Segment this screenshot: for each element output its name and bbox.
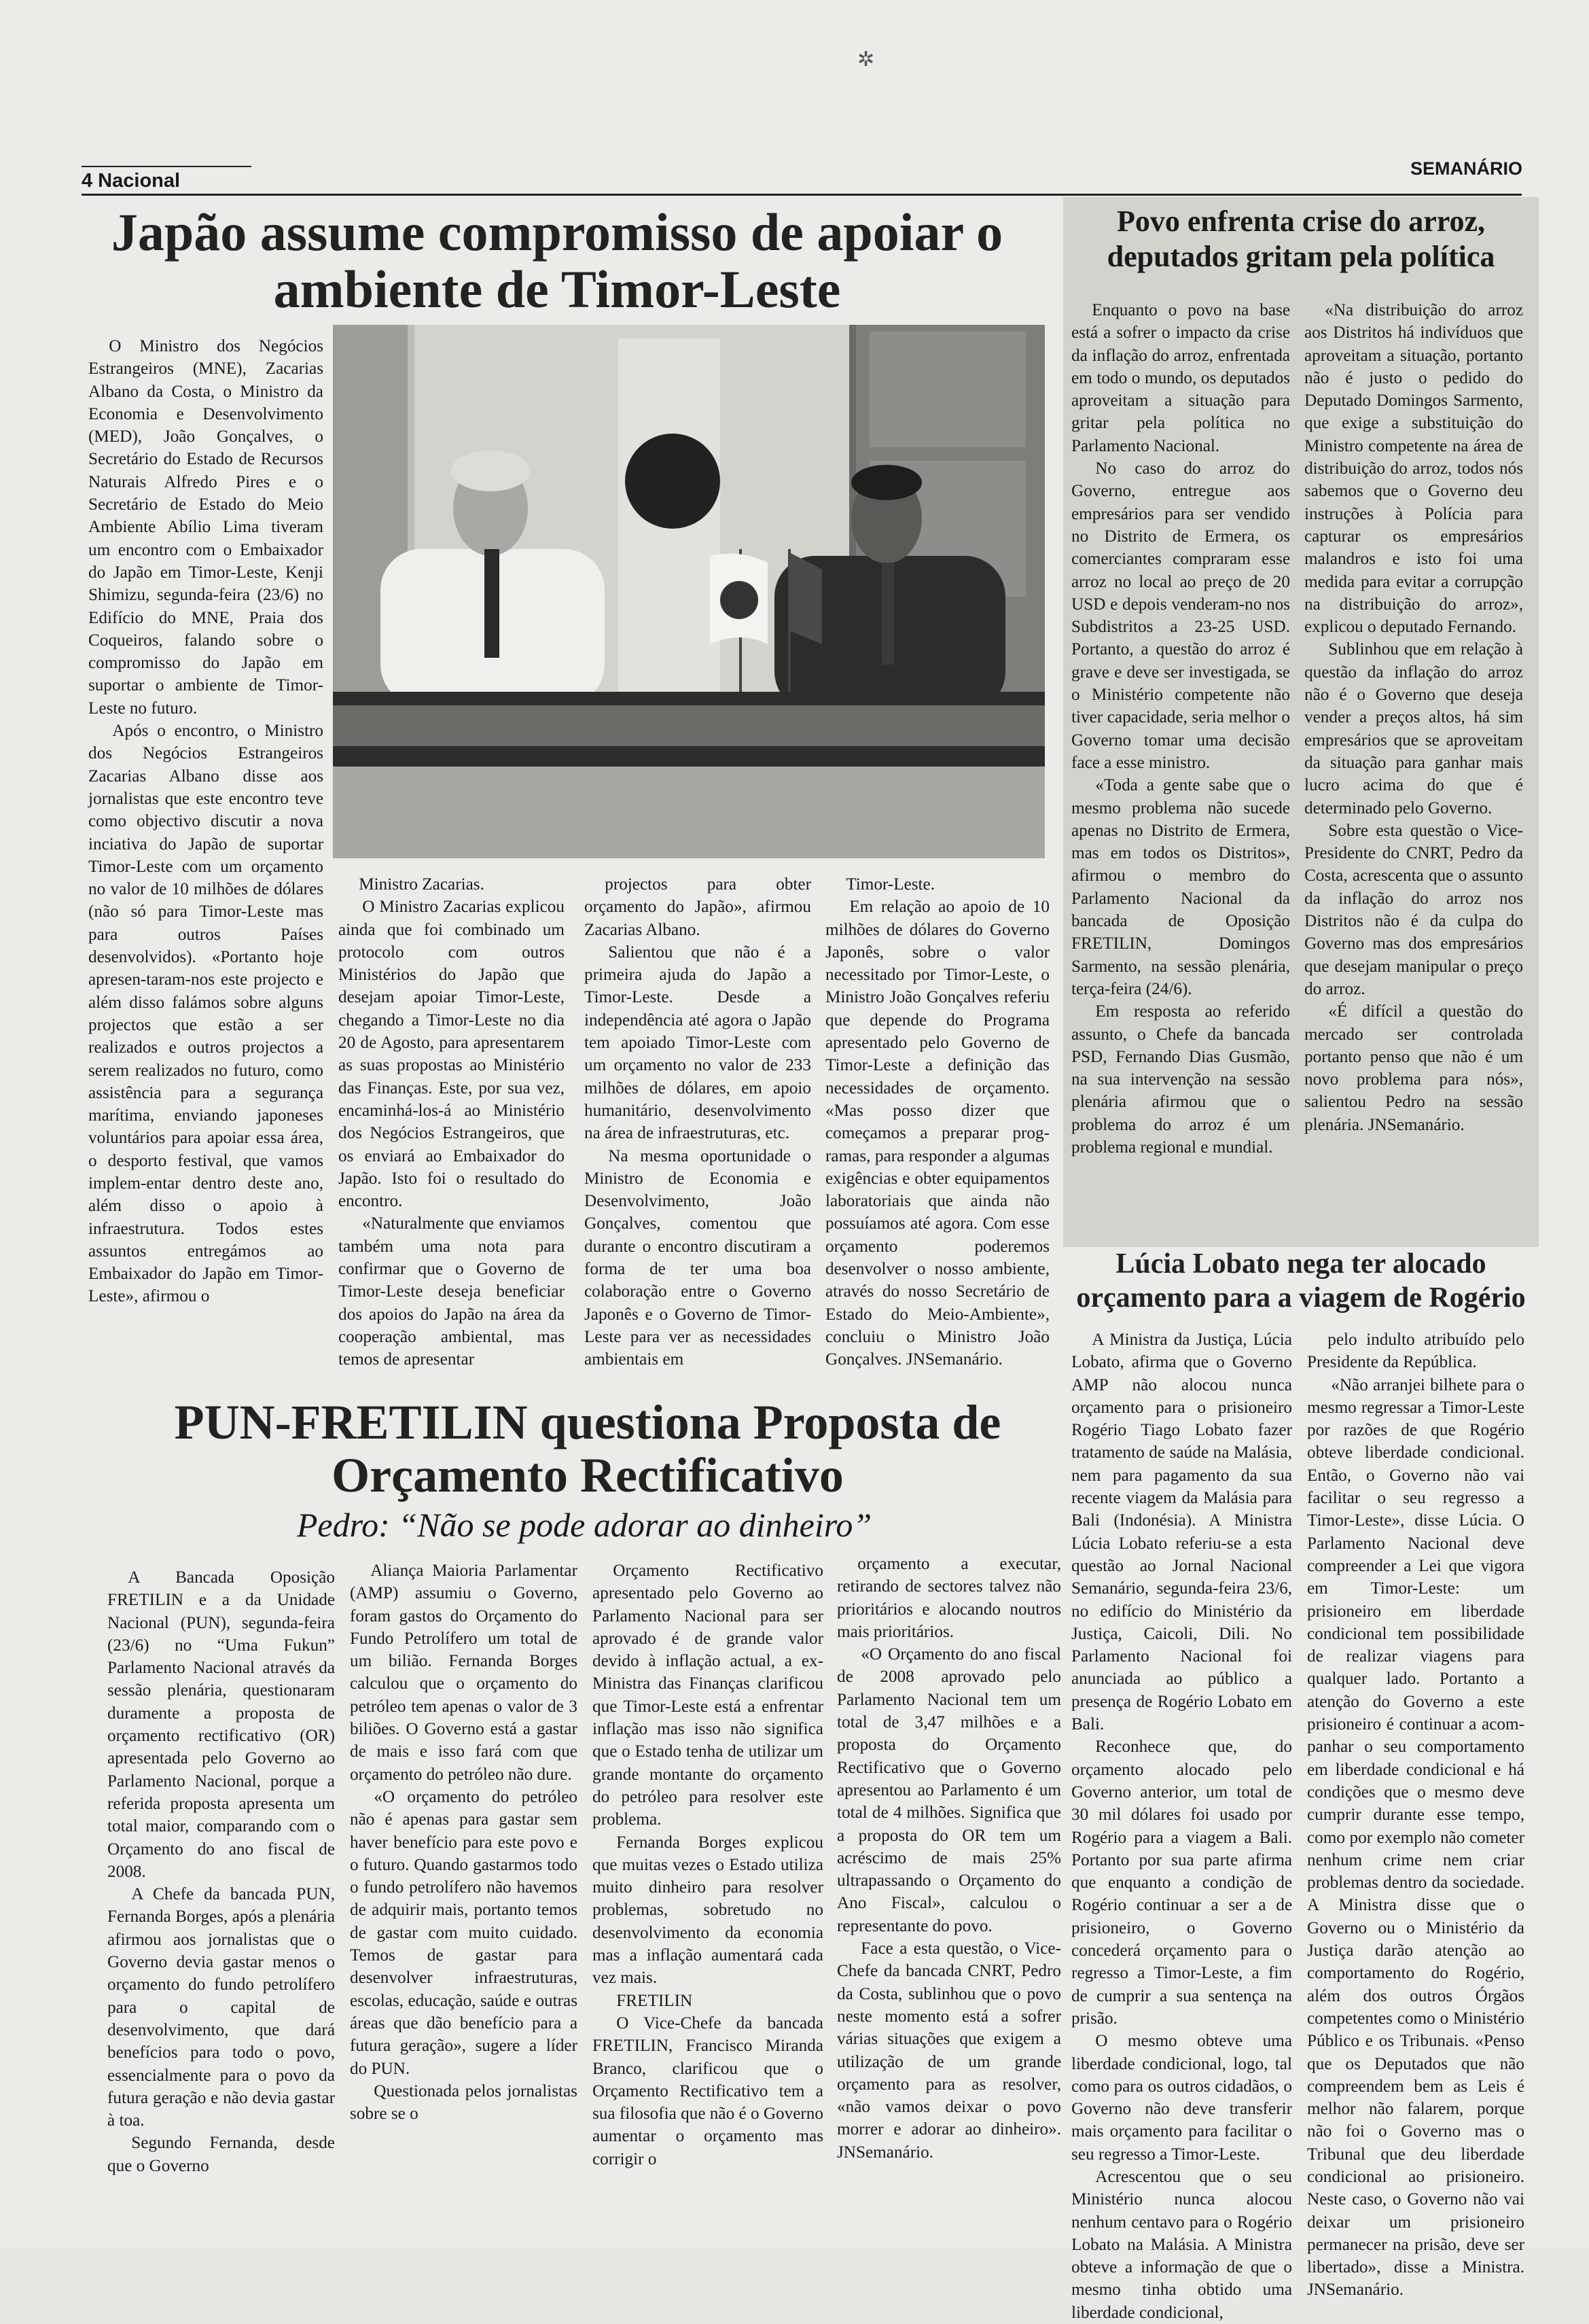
paragraph: Questionada pelos jornalistas sobre se o xyxy=(350,2081,577,2124)
article-lucia-column-2 xyxy=(1307,1328,1524,2300)
paragraph: Aliança Maioria Parlamentar (AMP) assumiu o Governo, foram gastos do Orçamento do Fundo Petrolífero um total de um bilião. Fernanda Borges calculou que o orçamento do petróleo tem apenas o valor de 3 biliões. O Governo está a gastar de mais e isso fará com que orçamento do petróleo não dure. xyxy=(350,1562,577,1784)
paragraph: A Bancada Oposição FRETILIN e a da Unidade Nacional (PUN), segunda-feira (23/6) no “Uma Fukun” Parlamento Nacional através da sessão plenária, questionaram duramente a proposta de orçamento rectificativo (OR) apresentada pelo Governo ao Parlamento Nacional, porque a referida proposta apresenta um total maior, comparando com o Orçamento do ano fiscal de 2008. xyxy=(107,1568,335,1881)
paragraph: FRETILIN xyxy=(616,1991,693,2010)
paragraph: O Ministro dos Negócios Estrangeiros (MNE), Zacarias Albano da Costa, o Ministro da Economia e Desenvolvimento (MED), João Gonçalves, o Secretário do Estado de Recursos Naturais Alfredo Pires e o Secretário de Estado do Meio Ambiente Abílio Lima tiveram um encontro com o Embaixador do Japão em Timor-Leste, Kenji Shimizu, segunda-feira (23/6) no Edifício do MNE, Praia dos Coqueiros, falando sobre o compromisso do Japão em suportar o ambiente de Timor-Leste no futuro. xyxy=(88,337,323,718)
paragraph: Timor-Leste. xyxy=(846,875,935,894)
paragraph: «Na distribuição do arroz aos Distritos há indivíduos que aproveitam a situação, portanto não é justo o pedido do Deputado Domingos Sarmento, que exige a substituição do Ministro competente na área de distribuição do arroz, todos nós sabemos que o Governo deu instruções à Polícia para capturar os empresários malandros e isto foi uma medida para evitar a corrupção na distribuição do arroz», explicou o deputado Fernando. xyxy=(1304,301,1523,637)
paragraph: pelo indulto atribuído pelo Presidente da República. xyxy=(1307,1331,1524,1372)
paragraph: Fernanda Borges explicou que muitas vezes o Estado utiliza muito dinheiro para resolver problemas, sobretudo no desenvolvimento da economia mas a inflação aumentará cada vez mais. xyxy=(592,1833,823,1988)
paragraph: «Não arranjei bilhete para o mesmo regressar a Timor-Leste por razões de que Rogério obteve liberdade condicional. Então, o Governo não vai facilitar o seu regresso a Timor-Leste», disse Lúcia. O Parlamento Nacional deve compreender a Lei que vigora em Timor-Leste: um prisioneiro em liberdade condicional tem possibilidade de realizar viagens para qualquer lado. Portanto a atenção do Governo a este prisioneiro é continuar a acom-panhar o seu comportamento em liberdade condicional e há condições que o mesmo deve cumprir durante esse tempo, como por exemplo não cometer nenhum crime nem criar problemas dentro da sociedade. A Ministra disse que o Governo ou o Ministério da Justiça darão atenção ao comportamento do Rogério, além dos outros Órgãos competentes como o Ministério Público e os Tribunais. «Penso que os Deputados que não compreendem bem as Leis é melhor não falarem, porque não foi o Governo mas o Tribunal que deu liberdade condicional ao prisioneiro. Neste caso, o Governo não vai deixar um prisioneiro permanecer na prisão, deve ser libertado», disse a Ministra. JNSemanário. xyxy=(1307,1375,1524,2300)
paragraph: projectos para obter orçamento do Japão», afirmou Zacarias Albano. xyxy=(584,875,811,939)
article-arroz-column-1 xyxy=(1071,299,1290,1244)
paragraph: «Toda a gente sabe que o mesmo problema não sucede apenas no Distrito de Ermera, mas em todos os Distritos», afirmou o membro do Parlamento Nacional da bancada de Oposição FRETILIN, Domingos Sarmento, na sessão plenária, terça-feira (24/6). xyxy=(1071,776,1290,998)
paragraph: «Naturalmente que enviamos também uma nota para confirmar que o Governo de Timor-Leste deseja beneficiar dos apoios do Japão na área da cooperação ambiental, mas temos de apresentar xyxy=(338,1214,565,1369)
article-pun-subtitle: Pedro: “Não se pode adorar ao dinheiro” xyxy=(296,1506,872,1544)
article-pun-column-3 xyxy=(592,1560,823,2219)
article-japao-column-2 xyxy=(338,873,565,1396)
paragraph: Em resposta ao referido assunto, o Chefe da bancada PSD, Fernando Dias Gusmão, na sua intervenção na sessão plenária afirmou que o problema do arroz é um problema regional e mundial. xyxy=(1071,1002,1290,1157)
article-pun-column-2 xyxy=(350,1560,577,2219)
article-pun-column-4 xyxy=(837,1553,1061,2219)
paragraph: A Chefe da bancada PUN, Fernanda Borges, após a plenária afirmou aos jornalistas que o Governo devia gastar menos o orçamento do fundo petrolífero para o capital de desenvolvimento, que dará benefícios para todo o povo, essencialmente para o povo da futura geração e não devia gastar à toa. xyxy=(107,1885,335,2130)
section-rule xyxy=(82,166,251,167)
paragraph: Sublinhou que em relação à questão da inflação do arroz não é o Governo que deseja vender a preços altos, há sim empresários que se aproveitam da situação para ganhar mais lucro acima do que é determinado pelo Governo. xyxy=(1304,640,1523,817)
paragraph: Reconhece que, do orçamento alocado pelo Governo anterior, um total de 30 mil dólares foi usado por Rogério para a viagem a Bali. Portanto por sua parte afirma que enquanto a condição de Rogério continuar a ser a de prisioneiro, o Governo concederá orçamento para o regresso a Timor-Leste, a fim de cumprir a sua sentença na prisão. xyxy=(1071,1738,1292,2028)
paragraph: Salientou que não é a primeira ajuda do Japão a Timor-Leste. Desde a independência até agora o Japão tem apoiado Timor-Leste com um orçamento no valor de 233 milhões de dólares, em apoio humanitário, desenvolvimento na área de infraestruturas, etc. xyxy=(584,943,811,1143)
paragraph: Face a esta questão, o Vice-Chefe da bancada CNRT, Pedro da Costa, sublinhou que o povo neste momento está a sofrer várias situações que exigem a utilização de um grande orçamento para as resolver, «não vamos deixar o povo morrer e adorar ao dinheiro». JNSemanário. xyxy=(837,1939,1061,2162)
publication-name: SEMANÁRIO xyxy=(1410,158,1522,179)
article-arroz-title: Povo enfrenta crise do arroz, deputados gritam pela política xyxy=(1107,205,1495,273)
photo-meeting xyxy=(333,325,1045,858)
article-lucia-title: Lúcia Lobato nega ter alocado orçamento para a viagem de Rogério xyxy=(1076,1248,1526,1314)
header-rule xyxy=(82,194,1522,196)
article-arroz-column-2 xyxy=(1304,299,1523,1244)
paragraph: Acrescentou que o seu Ministério nunca alocou nenhum centavo para o Rogério Lobato na Malásia. A Ministra obteve a informação de que o mesmo tinha obtido uma liberdade condicional, xyxy=(1071,2167,1292,2322)
paragraph: Após o encontro, o Ministro dos Negócios Estrangeiros Zacarias Albano disse aos jornalistas que este encontro teve como objectivo discutir a nova inciativa do Japão de suportar Timor-Leste com um orçamento no valor de 10 milhões de dólares (não só para Timor-Leste mas para outros Países desenvolvidos). «Portanto hoje apresen-taram-nos este projecto e além disso falámos sobre alguns projectos que estão a ser realizados e outros projectos a serem realizados no futuro, como assistência para a segurança marítima, enviando japoneses voluntários para apoiar essa área, o desporto festival, que vamos implem-entar dentro deste ano, além disso o apoio à infraestrutura. Todos estes assuntos entregámos ao Embaixador do Japão em Timor-Leste», afirmou o xyxy=(88,722,323,1306)
article-pun-column-1 xyxy=(107,1566,335,2219)
paragraph: «O Orçamento do ano fiscal de 2008 aprovado pelo Parlamento Nacional tem um total de 3,47 milhões e a proposta do Orçamento Rectificativo que o Governo apresentou ao Parlamento é um total de 4 milhões. Significa que a proposta do OR tem um acréscimo de mais 25% ultrapassando o Orçamento do Ano Fiscal», calculou o representante do povo. xyxy=(837,1645,1061,1935)
paragraph: Sobre esta questão o Vice-Presidente do CNRT, Pedro da Costa, acrescenta que o assunto da inflação do arroz nos Distritos não é da culpa do Governo mas dos empresários que desejam manipular o preço do arroz. xyxy=(1304,821,1523,998)
paragraph: orçamento a executar, retirando de sectores talvez não prioritários e alocando noutros mais prioritários. xyxy=(837,1555,1061,1641)
print-mark: ✲ xyxy=(857,48,875,71)
paragraph: Enquanto o povo na base está a sofrer o impacto da crise da inflação do arroz, enfrentada em todo o mundo, os deputados aproveitam a situação para gritar pela política no Parlamento Nacional. xyxy=(1071,301,1290,455)
article-japao-column-1 xyxy=(88,335,323,1395)
paragraph: «O orçamento do petróleo não é apenas para gastar sem haver benefício para este povo e o futuro. Quando gastarmos todo o fundo petrolífero não havemos de adquirir mais, portanto temos de gastar com muito cuidado. Temos de gastar para desenvolver infraestruturas, escolas, educação, saúde e outras áreas que dão benefício para a futura geração», sugere a líder do PUN. xyxy=(350,1787,577,2078)
paragraph: Em relação ao apoio de 10 milhões de dólares do Governo Japonês, sobre o valor necessitado por Timor-Leste, o Ministro João Gonçalves referiu que depende do Programa apresentado pelo Governo de Timor-Leste a definição das necessidades de orçamento. «Mas posso dizer que começamos a preparar prog-ramas, para responder a algumas exigências e obter equipamentos laboratoriais que ainda não possuíamos até agora. Com esse orçamento poderemos desenvolver o nosso ambiente, através do nosso Secretário de Estado do Meio-Ambiente», concluiu o Ministro João Gonçalves. JNSemanário. xyxy=(825,898,1050,1369)
article-japao-column-4 xyxy=(825,873,1050,1396)
article-photo xyxy=(333,325,1045,858)
article-lucia-column-1 xyxy=(1071,1328,1292,2322)
paragraph: No caso do arroz do Governo, entregue aos empresários para ser vendido no Distrito de Ermera, os comerciantes compraram esse arroz no local ao preço de 20 USD e depois venderam-no nos Subdistritos a 23-25 USD. Portanto, a questão do arroz é grave e deve ser investigada, se o Ministério competente não tiver capacidade, seria melhor o Governo tomar uma decisão face a esse ministro. xyxy=(1071,459,1290,772)
article-japao-column-3 xyxy=(584,873,811,1396)
paragraph: O Ministro Zacarias explicou ainda que foi combinado um protocolo com outros Ministérios do Japão que desejam apoiar Timor-Leste, chegando a Timor-Leste no dia 20 de Agosto, para apresentarem as suas propostas ao Ministério das Finanças. Este, por sua vez, encaminhá-los-á ao Ministério dos Negócios Estrangeiros, que os enviará ao Embaixador do Japão. Isto foi o resultado do encontro. xyxy=(338,898,565,1211)
paragraph: A Ministra da Justiça, Lúcia Lobato, afirma que o Governo AMP não alocou nunca orçamento para o prisioneiro Rogério Tiago Lobato fazer tratamento de saúde na Malásia, nem para pagamento da sua recente viagem da Malásia para Bali (Indonésia). A Ministra Lúcia Lobato referiu-se a esta questão ao Jornal Nacional Semanário, segunda-feira 23/6, no edifício do Ministério da Justiça, Caicoli, Dili. No Parlamento Nacional foi anunciada ao público a presença de Rogério Lobato em Bali. xyxy=(1071,1331,1292,1734)
paragraph: Segundo Fernanda, desde que o Governo xyxy=(107,2134,335,2175)
paragraph: O Vice-Chefe da bancada FRETILIN, Francisco Miranda Branco, clarificou que o Orçamento Rectificativo tem a sua filosofia que não é o Governo aumentar o orçamento mas corrigir o xyxy=(592,2013,823,2168)
paragraph: Orçamento Rectificativo apresentado pelo Governo ao Parlamento Nacional para ser aprovado é de grande valor devido à inflação actual, a ex-Ministra das Finanças clarificou que Timor-Leste está a enfrentar inflação mas isso não significa que o Estado tenha de utilizar um grande montante do orçamento do petróleo para resolver este problema. xyxy=(592,1562,823,1829)
section-label: 4 Nacional xyxy=(82,170,181,192)
paragraph: Ministro Zacarias. xyxy=(359,875,484,894)
paragraph: «É difícil a questão do mercado ser controlada portanto penso que não é um novo problema para nós», salientou Pedro na sessão plenária. JNSemanário. xyxy=(1304,1002,1523,1134)
paragraph: Na mesma oportunidade o Ministro de Economia e Desenvolvimento, João Gonçalves, comentou que durante o encontro discutiram a forma de ter uma boa colaboração entre o Governo Japonês e o Governo de Timor-Leste para ver as necessidades ambientais em xyxy=(584,1146,811,1369)
paragraph: O mesmo obteve uma liberdade condicional, logo, tal como para os outros cidadãos, o Governo não deve transferir mais orçamento para facilitar o seu regresso a Timor-Leste. xyxy=(1071,2032,1292,2164)
article-japao-title: Japão assume compromisso de apoiar o ambiente de Timor-Leste xyxy=(111,203,1003,319)
article-pun-title: PUN-FRETILIN questiona Proposta de Orçamento Rectificativo xyxy=(174,1395,1001,1502)
